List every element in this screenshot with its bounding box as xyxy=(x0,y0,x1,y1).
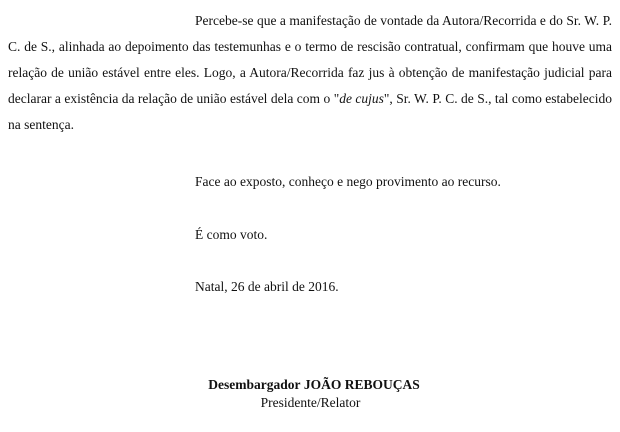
quote-open: " xyxy=(333,91,340,106)
signature-name: JOÃO REBOUÇAS xyxy=(303,377,420,392)
quote-close: " xyxy=(383,91,390,106)
paragraph-conclusion: Face ao exposto, conheço e nego provimento ao recurso. xyxy=(195,174,501,189)
date-line: Natal, 26 de abril de 2016. xyxy=(195,279,339,294)
paragraph-text-part-1: Percebe-se que a manifestação de vontade da Autora/Recorrida e do Sr. W. P. C. de S., alinhada ao depoimento das testemunhas e o termo de rescisão contratual, confirmam que houve uma relação de união estável entre eles. Logo, a Autora/Recorrida faz jus à obtenção de manifestação judicial para declarar a existência da relação de união estável dela com o xyxy=(8,13,612,106)
signature-name-line xyxy=(0,376,620,393)
paragraph-union-analysis xyxy=(8,8,612,138)
latin-term-de-cujus: de cujus xyxy=(339,91,384,106)
paragraph-vote: É como voto. xyxy=(195,227,268,242)
signature-title: Desembargador xyxy=(208,377,301,392)
paragraph-text-part-2: , Sr. W. P. C. de S., tal como estabelecido na sentença. xyxy=(8,91,612,132)
signature-role: Presidente/Relator xyxy=(260,395,361,410)
